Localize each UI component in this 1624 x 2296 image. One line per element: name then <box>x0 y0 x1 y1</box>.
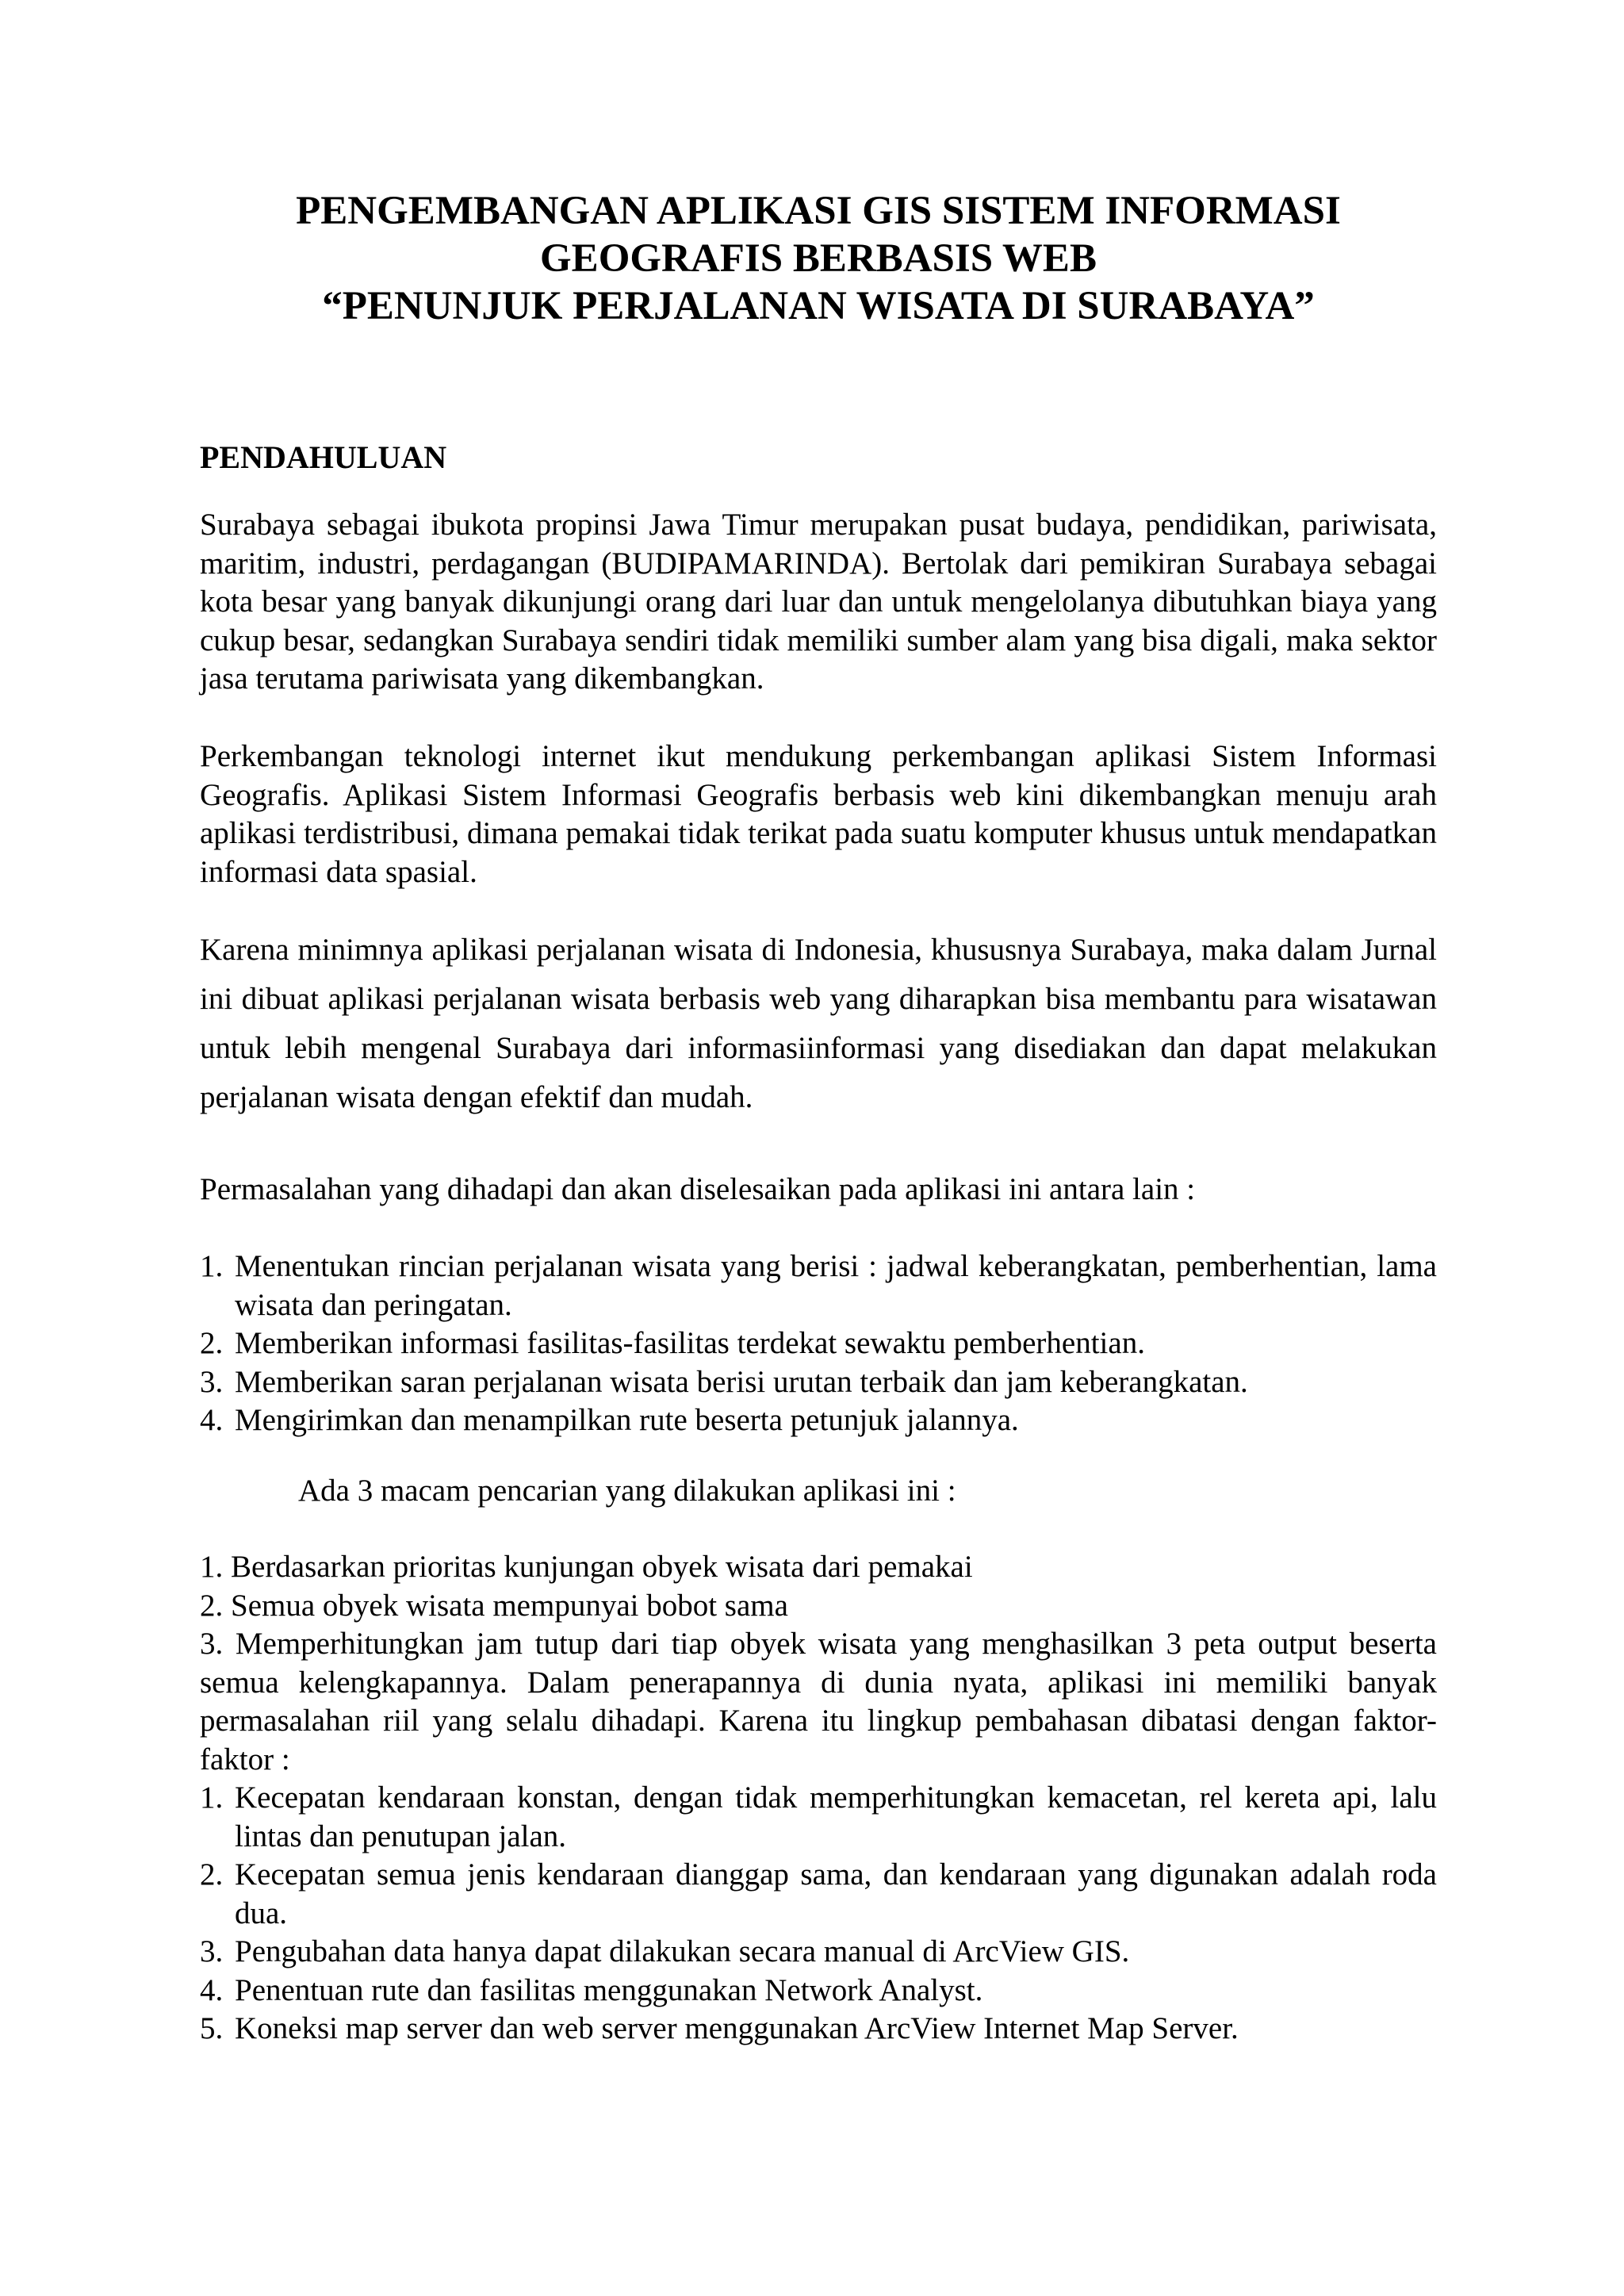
paragraph-intro: Surabaya sebagai ibukota propinsi Jawa Timur merupakan pusat budaya, pendidikan, pariwisata, maritim, industri, perdagangan (BUDIPAMARINDA). Bertolak dari pemikiran Surabaya sebagai kota besar yang banyak dikunjungi orang dari luar dan untuk mengelolanya dibutuhkan biaya yang cukup besar, sedangkan Surabaya sendiri tidak memiliki sumber alam yang bisa digali, maka sektor jasa terutama pariwisata yang dikembangkan. <box>200 508 1437 696</box>
list-item: 4. Penentuan rute dan fasilitas menggunakan Network Analyst. <box>200 1972 983 2007</box>
list-item: 3. Memberikan saran perjalanan wisata berisi urutan terbaik dan jam keberangkatan. <box>200 1364 1248 1399</box>
document-title <box>200 187 1437 330</box>
list-item: 3. Pengubahan data hanya dapat dilakukan secara manual di ArcView GIS. <box>200 1934 1130 1968</box>
paragraph-purpose: Karena minimnya aplikasi perjalanan wisata di Indonesia, khususnya Surabaya, maka dalam Jurnal ini dibuat aplikasi perjalanan wisata berbasis web yang diharapkan bisa membantu para wisatawan untuk lebih mengenal Surabaya dari informasiinformasi yang disediakan dan dapat melakukan perjalanan wisata dengan efektif dan mudah. <box>200 933 1437 1114</box>
list-item: 2. Kecepatan semua jenis kendaraan dianggap sama, dan kendaraan yang digunakan adalah roda dua. <box>200 1857 1437 1930</box>
factors-list <box>200 1779 1437 2049</box>
paragraph-problems-intro: Permasalahan yang dihadapi dan akan diselesaikan pada aplikasi ini antara lain : <box>200 1172 1196 1206</box>
title-line-3: “PENUNJUK PERJALANAN WISATA DI SURABAYA” <box>322 284 1315 328</box>
title-line-1: PENGEMBANGAN APLIKASI GIS SISTEM INFORMASI <box>296 189 1341 233</box>
search-item-3: 3. Memperhitungkan jam tutup dari tiap obyek wisata yang menghasilkan 3 peta output beserta semua kelengkapannya. Dalam penerapannya di dunia nyata, aplikasi ini memiliki banyak permasalahan riil yang selalu dihadapi. Karena itu lingkup pembahasan dibatasi dengan faktor-faktor : <box>200 1627 1437 1777</box>
problems-list <box>200 1248 1437 1440</box>
title-line-2: GEOGRAFIS BERBASIS WEB <box>540 236 1097 281</box>
section-heading: PENDAHULUAN <box>200 439 447 475</box>
paragraph-technology: Perkembangan teknologi internet ikut mendukung perkembangan aplikasi Sistem Informasi Geografis. Aplikasi Sistem Informasi Geografis berbasis web kini dikembangkan menuju arah aplikasi terdistribusi, dimana pemakai tidak terikat pada suatu komputer khusus untuk mendapatkan informasi data spasial. <box>200 739 1437 889</box>
search-item-1: 1. Berdasarkan prioritas kunjungan obyek wisata dari pemakai <box>200 1550 973 1584</box>
search-item-2: 2. Semua obyek wisata mempunyai bobot sama <box>200 1589 788 1623</box>
list-item: 2. Memberikan informasi fasilitas-fasilitas terdekat sewaktu pemberhentian. <box>200 1326 1145 1360</box>
list-item: 1. Menentukan rincian perjalanan wisata yang berisi : jadwal keberangkatan, pemberhentian, lama wisata dan peringatan. <box>200 1249 1437 1322</box>
list-item: 4. Mengirimkan dan menampilkan rute beserta petunjuk jalannya. <box>200 1403 1019 1437</box>
search-intro: Ada 3 macam pencarian yang dilakukan aplikasi ini : <box>298 1474 956 1508</box>
list-item: 5. Koneksi map server dan web server menggunakan ArcView Internet Map Server. <box>200 2011 1239 2045</box>
list-item: 1. Kecepatan kendaraan konstan, dengan tidak memperhitungkan kemacetan, rel kereta api, lalu lintas dan penutupan jalan. <box>200 1780 1437 1853</box>
